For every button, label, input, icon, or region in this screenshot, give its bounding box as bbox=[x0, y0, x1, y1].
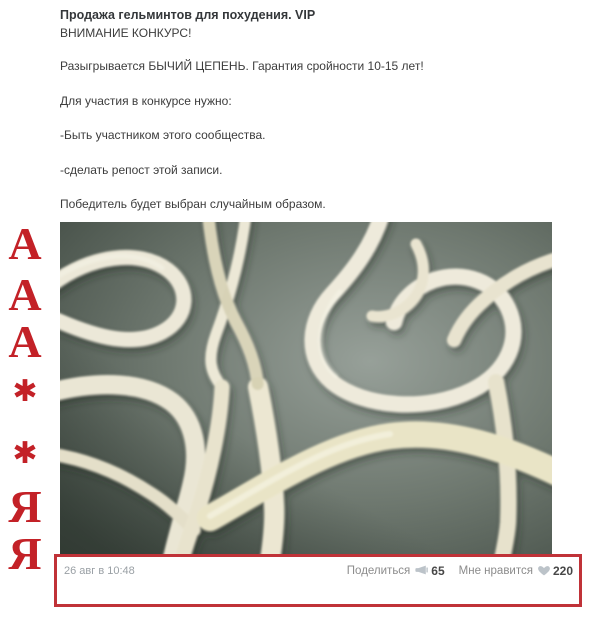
share-count: 65 bbox=[431, 564, 445, 578]
margin-letter: А bbox=[8, 316, 42, 367]
highlight-annotation-box bbox=[54, 554, 582, 607]
margin-asterisk: ✱ bbox=[12, 374, 38, 409]
margin-letter: А bbox=[8, 269, 42, 320]
post-paragraph: Победитель будет выбран случайным образом. bbox=[60, 197, 326, 211]
margin-letter: Я bbox=[8, 528, 42, 579]
margin-asterisk: ✱ bbox=[12, 436, 38, 471]
share-label: Поделиться bbox=[346, 565, 411, 577]
margin-letter: Я bbox=[8, 481, 42, 532]
post-paragraph: Для участия в конкурсе нужно: bbox=[60, 94, 232, 108]
like-count: 220 bbox=[552, 564, 573, 578]
post-footer bbox=[57, 557, 579, 581]
post-paragraph: -Быть участником этого сообщества. bbox=[60, 128, 266, 142]
post-timestamp[interactable]: 26 авг в 10:48 bbox=[64, 565, 135, 577]
share-button[interactable] bbox=[347, 561, 445, 581]
post-title: Продажа гельминтов для похудения. VIP bbox=[60, 8, 316, 22]
like-label: Мне нравится bbox=[458, 565, 533, 577]
tapeworm-photo[interactable] bbox=[60, 222, 552, 554]
like-button[interactable] bbox=[459, 561, 573, 581]
post-subtitle: ВНИМАНИЕ КОНКУРС! bbox=[60, 26, 192, 40]
megaphone-icon bbox=[415, 563, 428, 581]
post-paragraph: -сделать репост этой записи. bbox=[60, 163, 223, 177]
heart-icon bbox=[538, 563, 550, 581]
post-paragraph: Разыгрывается БЫЧИЙ ЦЕПЕНЬ. Гарантия сройности 10-15 лет! bbox=[60, 59, 424, 73]
margin-letter: А bbox=[8, 218, 42, 269]
